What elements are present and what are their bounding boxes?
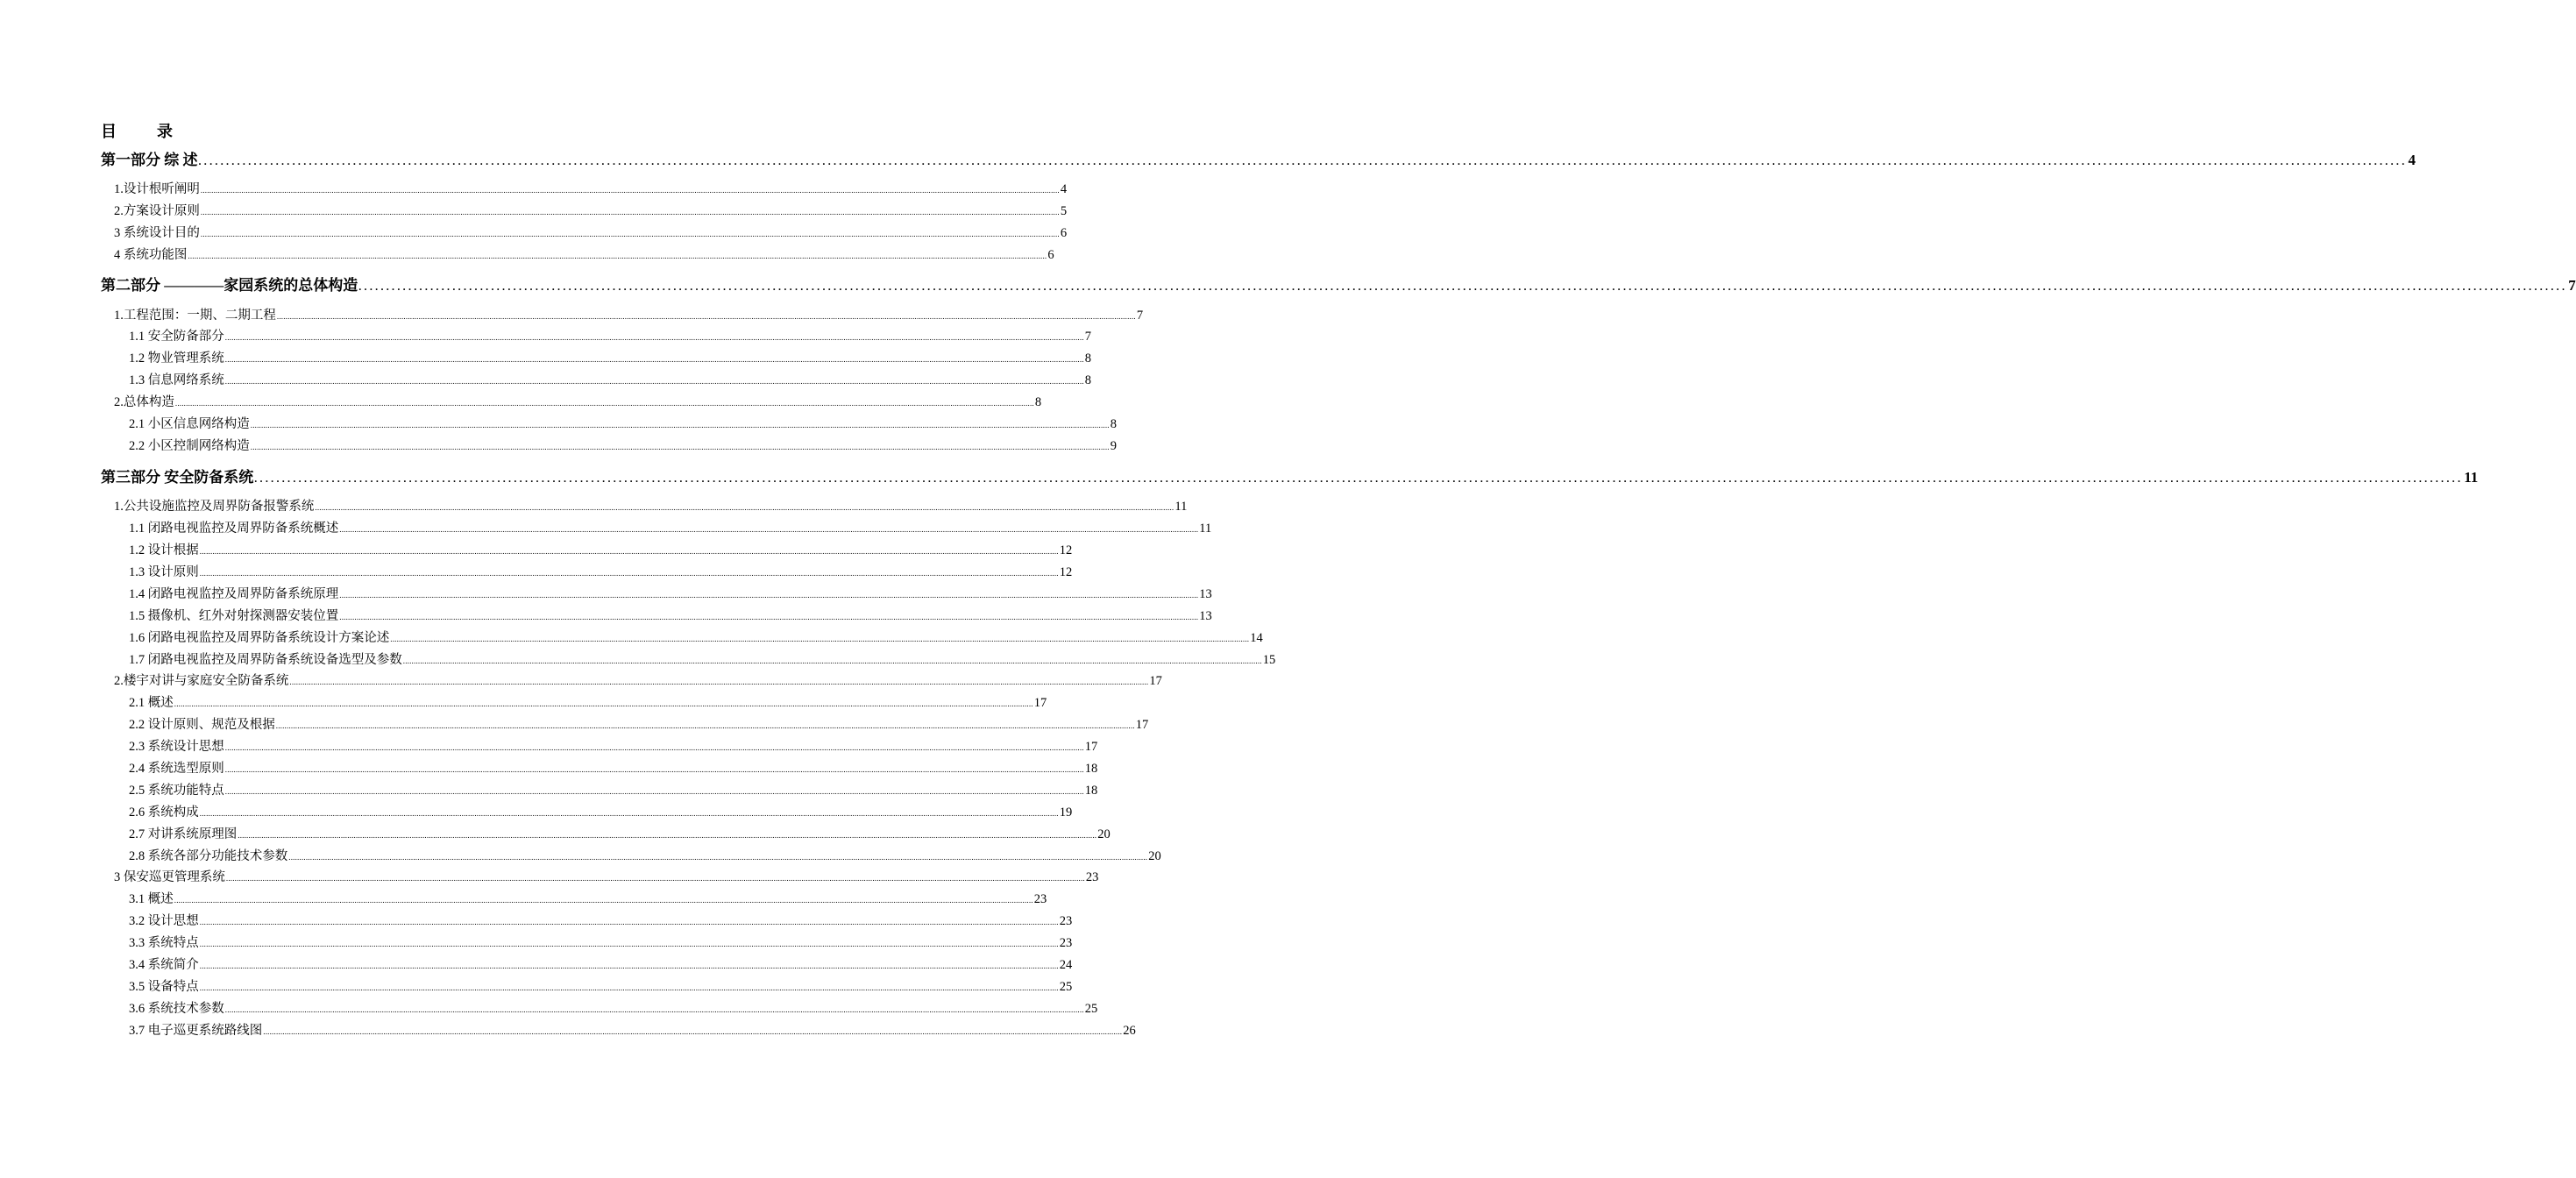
toc-leader-dots: ................................................................................................................................................................................................................................................................................................................................................................................................................ bbox=[289, 678, 1149, 686]
toc-entry-page-number: 9 bbox=[1110, 439, 1117, 453]
toc-leader-dots: ................................................................................................................................................................................................................................................................................................................................................................................................................ bbox=[315, 503, 1174, 512]
toc-entry-title: 2.1 概述 bbox=[129, 696, 174, 710]
toc-entry-page-number: 20 bbox=[1097, 827, 1111, 841]
toc-entry-page-number: 20 bbox=[1148, 849, 1161, 863]
toc-entry-title: 2.7 对讲系统原理图 bbox=[129, 827, 238, 841]
toc-entry-page-number: 13 bbox=[1199, 587, 1212, 601]
toc-entry-title: 2.5 系统功能特点 bbox=[129, 784, 224, 798]
toc-entry[interactable] bbox=[114, 181, 1068, 198]
toc-entry-page-number: 18 bbox=[1084, 784, 1098, 798]
toc-entry-title: 1.5 摄像机、红外对射探测器安装位置 bbox=[129, 609, 339, 623]
toc-leader-dots: ................................................................................................................................................................................................................................................................................................................................................................................................................ bbox=[174, 896, 1033, 905]
toc-leader-dots: ................................................................................................................................................................................................................................................................................................................................................................................................................ bbox=[250, 443, 1110, 451]
toc-entry-title: 2.方案设计原则 bbox=[114, 204, 200, 218]
toc-entry-title: 4 系统功能图 bbox=[114, 248, 188, 262]
toc-title-char-2: 录 bbox=[157, 123, 173, 140]
toc-entry[interactable] bbox=[114, 307, 1144, 324]
toc-entry-page-number: 4 bbox=[2408, 152, 2416, 168]
toc-entry-title: 1.1 闭路电视监控及周界防备系统概述 bbox=[129, 522, 339, 536]
toc-entry[interactable] bbox=[129, 848, 1161, 865]
toc-entry-title: 2.楼宇对讲与家庭安全防备系统 bbox=[114, 674, 289, 688]
toc-leader-dots: ................................................................................................................................................................................................................................................................................................................................................................................................................ bbox=[200, 230, 1060, 238]
toc-entry-page-number: 13 bbox=[1199, 609, 1212, 623]
toc-entry-title: 2.2 小区控制网络构造 bbox=[129, 439, 250, 453]
toc-entry-page-number: 7 bbox=[2568, 277, 2576, 294]
toc-entry[interactable] bbox=[114, 202, 1068, 220]
toc-leader-dots: ................................................................................................................................................................................................................................................................................................................................................................................................................ bbox=[199, 962, 1059, 970]
toc-entry-title: 第三部分 安全防备系统 bbox=[101, 469, 254, 486]
toc-leader-dots: ................................................................................................................................................................................................................................................................................................................................................................................................................ bbox=[390, 635, 1250, 643]
toc-leader-dots: ................................................................................................................................................................................................................................................................................................................................................................................................................ bbox=[238, 831, 1097, 840]
toc-entry-page-number: 23 bbox=[1085, 870, 1099, 884]
toc-entry-page-number: 8 bbox=[1084, 373, 1091, 387]
toc-entry[interactable] bbox=[129, 629, 1263, 647]
toc-entry-page-number: 24 bbox=[1059, 958, 1073, 972]
toc-entry[interactable] bbox=[129, 782, 1098, 799]
toc-leader-dots: ................................................................................................................................................................................................................................................................................................................................................................................................................ bbox=[199, 983, 1059, 992]
toc-entry-page-number: 6 bbox=[1060, 226, 1068, 240]
toc-entry[interactable] bbox=[129, 585, 1212, 603]
toc-entry-title: 第二部分 ————家园系统的总体构造 bbox=[101, 277, 358, 294]
toc-entry[interactable] bbox=[129, 760, 1098, 777]
toc-entry-page-number: 11 bbox=[1174, 500, 1188, 514]
toc-entry-page-number: 17 bbox=[1033, 696, 1047, 710]
toc-entry-title: 2.8 系统各部分功能技术参数 bbox=[129, 849, 288, 863]
toc-entry-page-number: 23 bbox=[1059, 936, 1073, 950]
toc-entry-page-number: 17 bbox=[1135, 718, 1149, 732]
toc-entry-page-number: 4 bbox=[1060, 182, 1068, 196]
toc-entry-title: 2.4 系统选型原则 bbox=[129, 762, 224, 776]
toc-entry-title: 3 保安巡更管理系统 bbox=[114, 870, 225, 884]
toc-entry[interactable] bbox=[129, 956, 1073, 974]
toc-entry[interactable] bbox=[129, 437, 1117, 455]
toc-entry-title: 1.1 安全防备部分 bbox=[129, 330, 224, 344]
toc-entry[interactable] bbox=[101, 275, 2576, 296]
toc-entry-title: 2.总体构造 bbox=[114, 395, 174, 409]
toc-entry[interactable] bbox=[129, 607, 1212, 625]
toc-leader-dots: ................................................................................................................................................................................................................................................................................................................................................................................................................ bbox=[200, 186, 1060, 195]
toc-leader-dots: ................................................................................................................................................................................................................................................................................................................................................................................................................ bbox=[254, 472, 2464, 485]
toc-entry-title: 3 系统设计目的 bbox=[114, 226, 200, 240]
toc-entry-title: 3.5 设备特点 bbox=[129, 980, 199, 994]
toc-entry[interactable] bbox=[129, 1022, 1136, 1040]
toc-leader-dots: ................................................................................................................................................................................................................................................................................................................................................................................................................ bbox=[225, 874, 1085, 883]
toc-entry-title: 3.2 设计思想 bbox=[129, 914, 199, 928]
toc-entry-title: 3.6 系统技术参数 bbox=[129, 1002, 224, 1016]
toc-entry[interactable] bbox=[129, 694, 1047, 712]
toc-leader-dots: ................................................................................................................................................................................................................................................................................................................................................................................................................ bbox=[224, 743, 1084, 752]
toc-entry-title: 3.3 系统特点 bbox=[129, 936, 199, 950]
toc-leader-dots: ................................................................................................................................................................................................................................................................................................................................................................................................................ bbox=[199, 940, 1059, 948]
toc-entry-page-number: 17 bbox=[1149, 674, 1162, 688]
toc-leader-dots: ................................................................................................................................................................................................................................................................................................................................................................................................................ bbox=[339, 591, 1199, 600]
toc-leader-dots: ................................................................................................................................................................................................................................................................................................................................................................................................................ bbox=[174, 699, 1033, 708]
toc-leader-dots: ................................................................................................................................................................................................................................................................................................................................................................................................................ bbox=[276, 312, 1136, 321]
toc-leader-dots: ................................................................................................................................................................................................................................................................................................................................................................................................................ bbox=[199, 547, 1059, 556]
toc-entry-title: 2.1 小区信息网络构造 bbox=[129, 417, 250, 431]
toc-entry-title: 1.公共设施监控及周界防备报警系统 bbox=[114, 500, 315, 514]
toc-entry[interactable] bbox=[129, 804, 1073, 821]
toc-entry-page-number: 15 bbox=[1262, 653, 1276, 667]
toc-entry-page-number: 12 bbox=[1059, 543, 1073, 557]
toc-entry-title: 1.2 设计根据 bbox=[129, 543, 199, 557]
toc-entry-title: 1.设计根听阐明 bbox=[114, 182, 200, 196]
toc-entry[interactable] bbox=[129, 415, 1117, 433]
toc-leader-dots: ................................................................................................................................................................................................................................................................................................................................................................................................................ bbox=[188, 252, 1047, 260]
toc-entry-page-number: 5 bbox=[1060, 204, 1068, 218]
toc-entry-title: 2.2 设计原则、规范及根据 bbox=[129, 718, 275, 732]
toc-leader-dots: ................................................................................................................................................................................................................................................................................................................................................................................................................ bbox=[358, 280, 2568, 293]
toc-leader-dots: ................................................................................................................................................................................................................................................................................................................................................................................................................ bbox=[275, 721, 1135, 730]
toc-entry[interactable] bbox=[129, 350, 1091, 367]
toc-entry[interactable] bbox=[114, 869, 1099, 886]
toc-entry-page-number: 19 bbox=[1059, 805, 1073, 820]
toc-entry[interactable] bbox=[129, 891, 1047, 908]
toc-entry-title: 第一部分 综 述 bbox=[101, 152, 198, 168]
toc-leader-dots: ................................................................................................................................................................................................................................................................................................................................................................................................................ bbox=[402, 656, 1262, 665]
toc-entry-title: 1.7 闭路电视监控及周界防备系统设备选型及参数 bbox=[129, 653, 402, 667]
toc-leader-dots: ................................................................................................................................................................................................................................................................................................................................................................................................................ bbox=[224, 765, 1084, 774]
toc-leader-dots: ................................................................................................................................................................................................................................................................................................................................................................................................................ bbox=[224, 355, 1084, 364]
toc-entry[interactable] bbox=[129, 520, 1212, 537]
toc-entry-page-number: 11 bbox=[2464, 469, 2479, 486]
toc-entry[interactable] bbox=[101, 150, 2416, 171]
toc-leader-dots: ................................................................................................................................................................................................................................................................................................................................................................................................................ bbox=[199, 569, 1059, 578]
toc-leader-dots: ................................................................................................................................................................................................................................................................................................................................................................................................................ bbox=[224, 787, 1084, 796]
toc-leader-dots: ................................................................................................................................................................................................................................................................................................................................................................................................................ bbox=[199, 809, 1059, 818]
toc-entry[interactable] bbox=[114, 498, 1188, 515]
toc-entry[interactable] bbox=[114, 224, 1068, 242]
toc-entry[interactable] bbox=[114, 672, 1162, 690]
toc-entry-title: 1.3 设计原则 bbox=[129, 565, 199, 579]
toc-entry-page-number: 14 bbox=[1250, 631, 1263, 645]
toc-entry[interactable] bbox=[129, 978, 1073, 996]
toc-leader-dots: ................................................................................................................................................................................................................................................................................................................................................................................................................ bbox=[200, 208, 1060, 216]
toc-leader-dots: ................................................................................................................................................................................................................................................................................................................................................................................................................ bbox=[174, 399, 1034, 408]
toc-entry-title: 3.4 系统简介 bbox=[129, 958, 199, 972]
toc-entry-page-number: 18 bbox=[1084, 762, 1098, 776]
toc-leader-dots: ................................................................................................................................................................................................................................................................................................................................................................................................................ bbox=[339, 613, 1199, 621]
toc-entry[interactable] bbox=[129, 826, 1111, 843]
toc-entry[interactable] bbox=[129, 328, 1091, 345]
toc-entry-page-number: 23 bbox=[1033, 892, 1047, 906]
toc-entry[interactable] bbox=[114, 246, 1054, 264]
toc-entry-page-number: 25 bbox=[1084, 1002, 1098, 1016]
toc-entry-page-number: 11 bbox=[1199, 522, 1212, 536]
toc-entry-page-number: 8 bbox=[1084, 351, 1091, 365]
toc-entry-page-number: 12 bbox=[1059, 565, 1073, 579]
toc-entry[interactable] bbox=[129, 934, 1073, 952]
toc-entry[interactable] bbox=[129, 912, 1073, 930]
toc-leader-dots: ................................................................................................................................................................................................................................................................................................................................................................................................................ bbox=[198, 155, 2408, 167]
toc-entry-page-number: 8 bbox=[1034, 395, 1042, 409]
toc-entry-title: 2.6 系统构成 bbox=[129, 805, 199, 820]
toc-entry-title: 1.2 物业管理系统 bbox=[129, 351, 224, 365]
toc-entry[interactable] bbox=[114, 394, 1042, 411]
toc-entry[interactable] bbox=[129, 1000, 1098, 1018]
toc-entry-title: 3.7 电子巡更系统路线图 bbox=[129, 1024, 263, 1038]
toc-entry[interactable] bbox=[129, 372, 1091, 389]
toc-entry-page-number: 7 bbox=[1084, 330, 1091, 344]
toc-leader-dots: ................................................................................................................................................................................................................................................................................................................................................................................................................ bbox=[263, 1027, 1123, 1036]
toc-entry-page-number: 26 bbox=[1123, 1024, 1136, 1038]
toc-title bbox=[101, 119, 173, 142]
toc-entry-title: 3.1 概述 bbox=[129, 892, 174, 906]
toc-entry-page-number: 6 bbox=[1047, 248, 1054, 262]
toc-entry-page-number: 7 bbox=[1136, 309, 1144, 323]
toc-entry-title: 1.工程范围：一期、二期工程 bbox=[114, 309, 276, 323]
toc-leader-dots: ................................................................................................................................................................................................................................................................................................................................................................................................................ bbox=[199, 918, 1059, 926]
toc-title-char-1: 目 bbox=[101, 123, 117, 140]
toc-leader-dots: ................................................................................................................................................................................................................................................................................................................................................................................................................ bbox=[224, 333, 1084, 342]
toc-entry[interactable] bbox=[129, 651, 1276, 669]
toc-entry-page-number: 23 bbox=[1059, 914, 1073, 928]
toc-entry[interactable] bbox=[129, 716, 1149, 734]
toc-leader-dots: ................................................................................................................................................................................................................................................................................................................................................................................................................ bbox=[288, 853, 1148, 862]
toc-leader-dots: ................................................................................................................................................................................................................................................................................................................................................................................................................ bbox=[250, 421, 1110, 429]
toc-leader-dots: ................................................................................................................................................................................................................................................................................................................................................................................................................ bbox=[224, 1005, 1084, 1014]
toc-entry-page-number: 8 bbox=[1110, 417, 1117, 431]
toc-entry[interactable] bbox=[129, 542, 1073, 559]
toc-leader-dots: ................................................................................................................................................................................................................................................................................................................................................................................................................ bbox=[339, 525, 1199, 534]
toc-entry-title: 1.6 闭路电视监控及周界防备系统设计方案论述 bbox=[129, 631, 390, 645]
toc-entry-page-number: 17 bbox=[1084, 740, 1098, 754]
toc-entry[interactable] bbox=[101, 467, 2479, 488]
toc-entry-title: 1.3 信息网络系统 bbox=[129, 373, 224, 387]
toc-entry[interactable] bbox=[129, 564, 1073, 581]
toc-entry[interactable] bbox=[129, 738, 1098, 756]
toc-entry-page-number: 25 bbox=[1059, 980, 1073, 994]
toc-entry-title: 2.3 系统设计思想 bbox=[129, 740, 224, 754]
toc-entry-title: 1.4 闭路电视监控及周界防备系统原理 bbox=[129, 587, 339, 601]
toc-leader-dots: ................................................................................................................................................................................................................................................................................................................................................................................................................ bbox=[224, 377, 1084, 386]
